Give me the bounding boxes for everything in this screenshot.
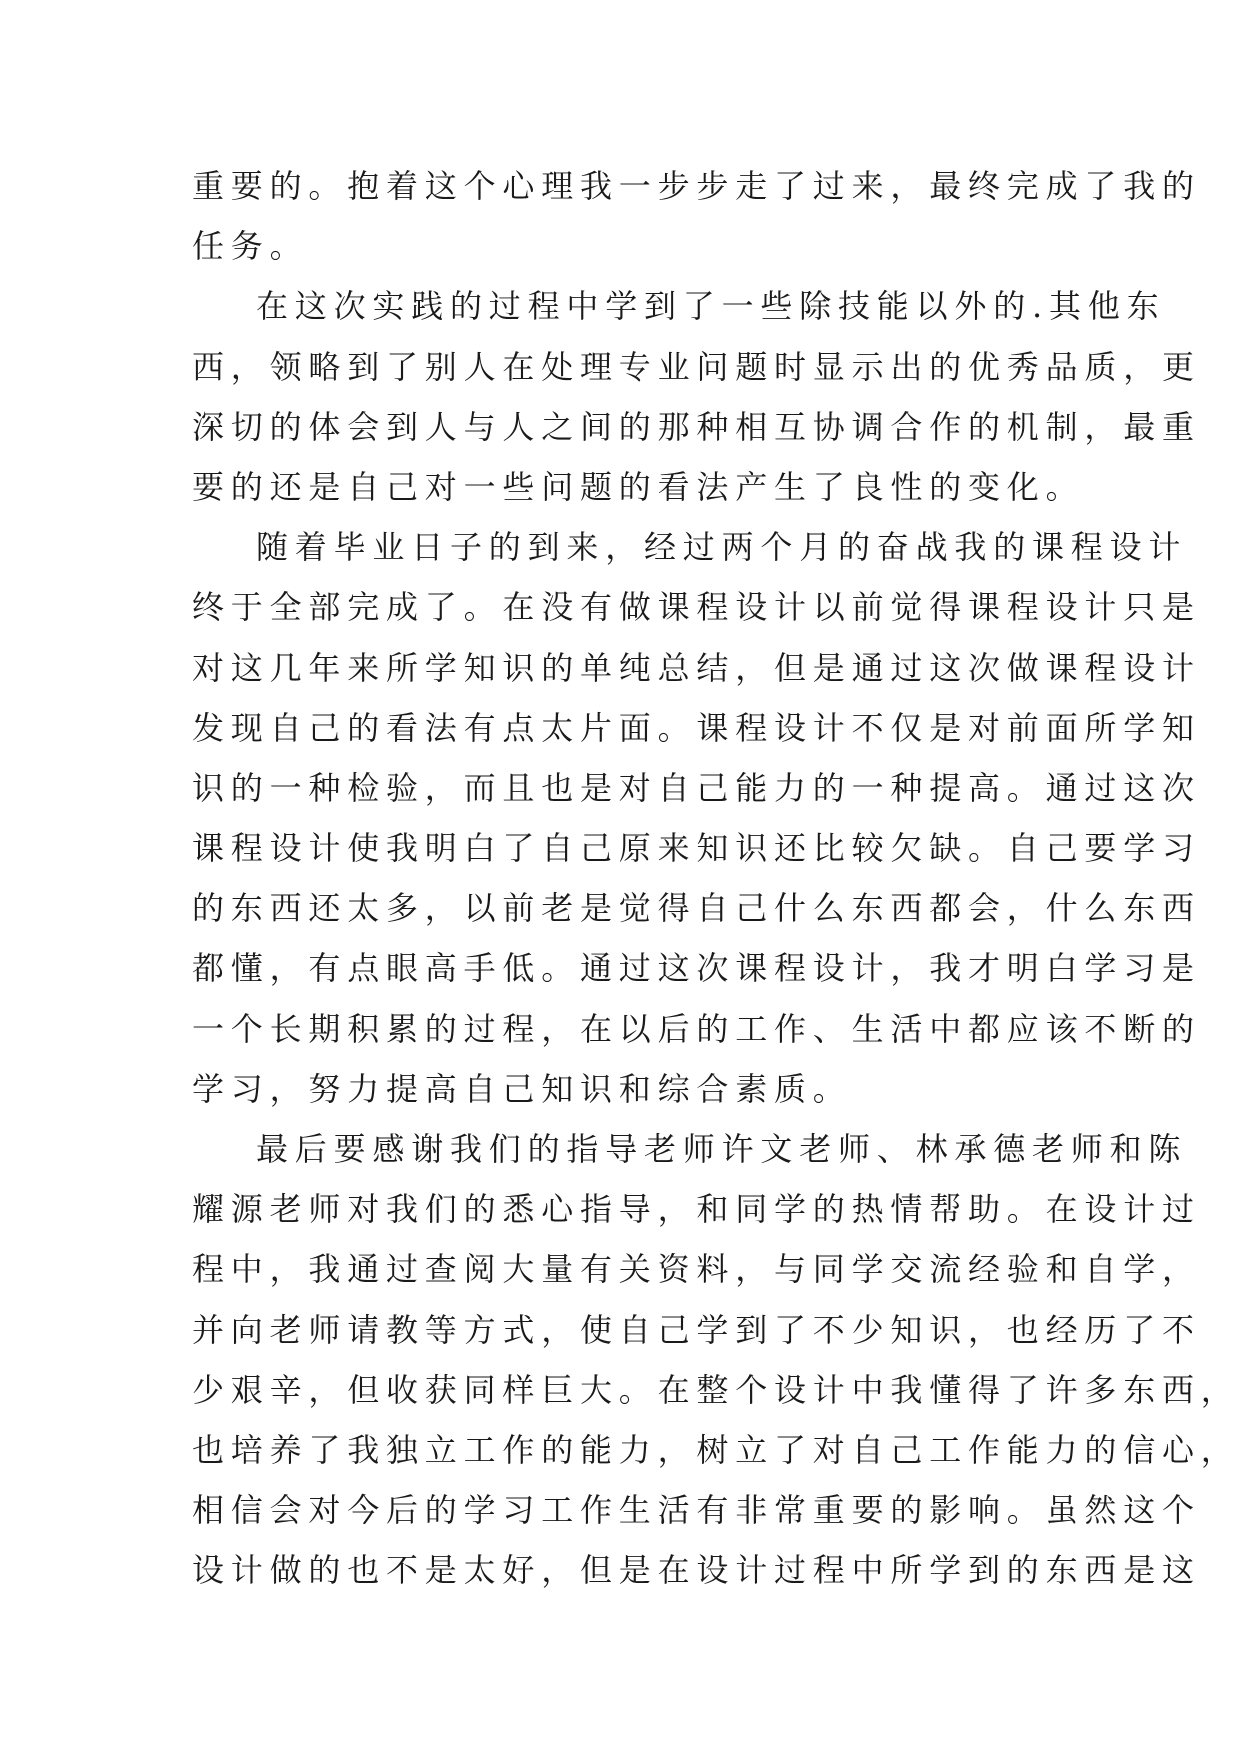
text-line: 少艰辛，但收获同样巨大。在整个设计中我懂得了许多东西，	[192, 1370, 1240, 1409]
text-line: 并向老师请教等方式，使自己学到了不少知识，也经历了不	[192, 1310, 1201, 1349]
text-line: 重要的。抱着这个心理我一步步走了过来，最终完成了我的	[192, 167, 1201, 205]
text-line: 也培养了我独立工作的能力，树立了对自己工作能力的信心，	[192, 1430, 1240, 1469]
text-line: 设计做的也不是太好，但是在设计过程中所学到的东西是这	[192, 1551, 1201, 1590]
text-line: 识的一种检验，而且也是对自己能力的一种提高。通过这次	[192, 768, 1201, 807]
text-line: 相信会对今后的学习工作生活有非常重要的影响。虽然这个	[192, 1491, 1201, 1530]
text-line: 对这几年来所学知识的单纯总结，但是通过这次做课程设计	[192, 648, 1201, 687]
text-line: 深切的体会到人与人之间的那种相互协调合作的机制，最重	[192, 407, 1201, 446]
text-line: 耀源老师对我们的悉心指导，和同学的热情帮助。在设计过	[192, 1190, 1201, 1229]
text-line: 要的还是自己对一些问题的看法产生了良性的变化。	[192, 467, 1085, 506]
paragraph-start-line: 随着毕业日子的到来，经过两个月的奋战我的课程设计	[256, 528, 1188, 567]
text-line: 发现自己的看法有点太片面。课程设计不仅是对前面所学知	[192, 708, 1201, 747]
text-line: 西，领略到了别人在处理专业问题时显示出的优秀品质，更	[192, 347, 1201, 386]
text-line: 任务。	[192, 227, 309, 266]
paragraph-start-line: 在这次实践的过程中学到了一些除技能以外的.其他东	[256, 287, 1166, 326]
text-line: 一个长期积累的过程，在以后的工作、生活中都应该不断的	[192, 1009, 1201, 1048]
text-line: 都懂，有点眼高手低。通过这次课程设计，我才明白学习是	[192, 949, 1201, 988]
text-line: 程中，我通过查阅大量有关资料，与同学交流经验和自学，	[192, 1250, 1201, 1289]
text-line: 课程设计使我明白了自己原来知识还比较欠缺。自己要学习	[192, 829, 1201, 868]
body-text	[192, 156, 1240, 1601]
text-line: 终于全部完成了。在没有做课程设计以前觉得课程设计只是	[192, 588, 1201, 627]
text-line: 的东西还太多，以前老是觉得自己什么东西都会，什么东西	[192, 889, 1201, 928]
paragraph-start-line: 最后要感谢我们的指导老师许文老师、林承德老师和陈	[256, 1130, 1188, 1168]
text-line: 学习，努力提高自己知识和综合素质。	[192, 1069, 852, 1108]
